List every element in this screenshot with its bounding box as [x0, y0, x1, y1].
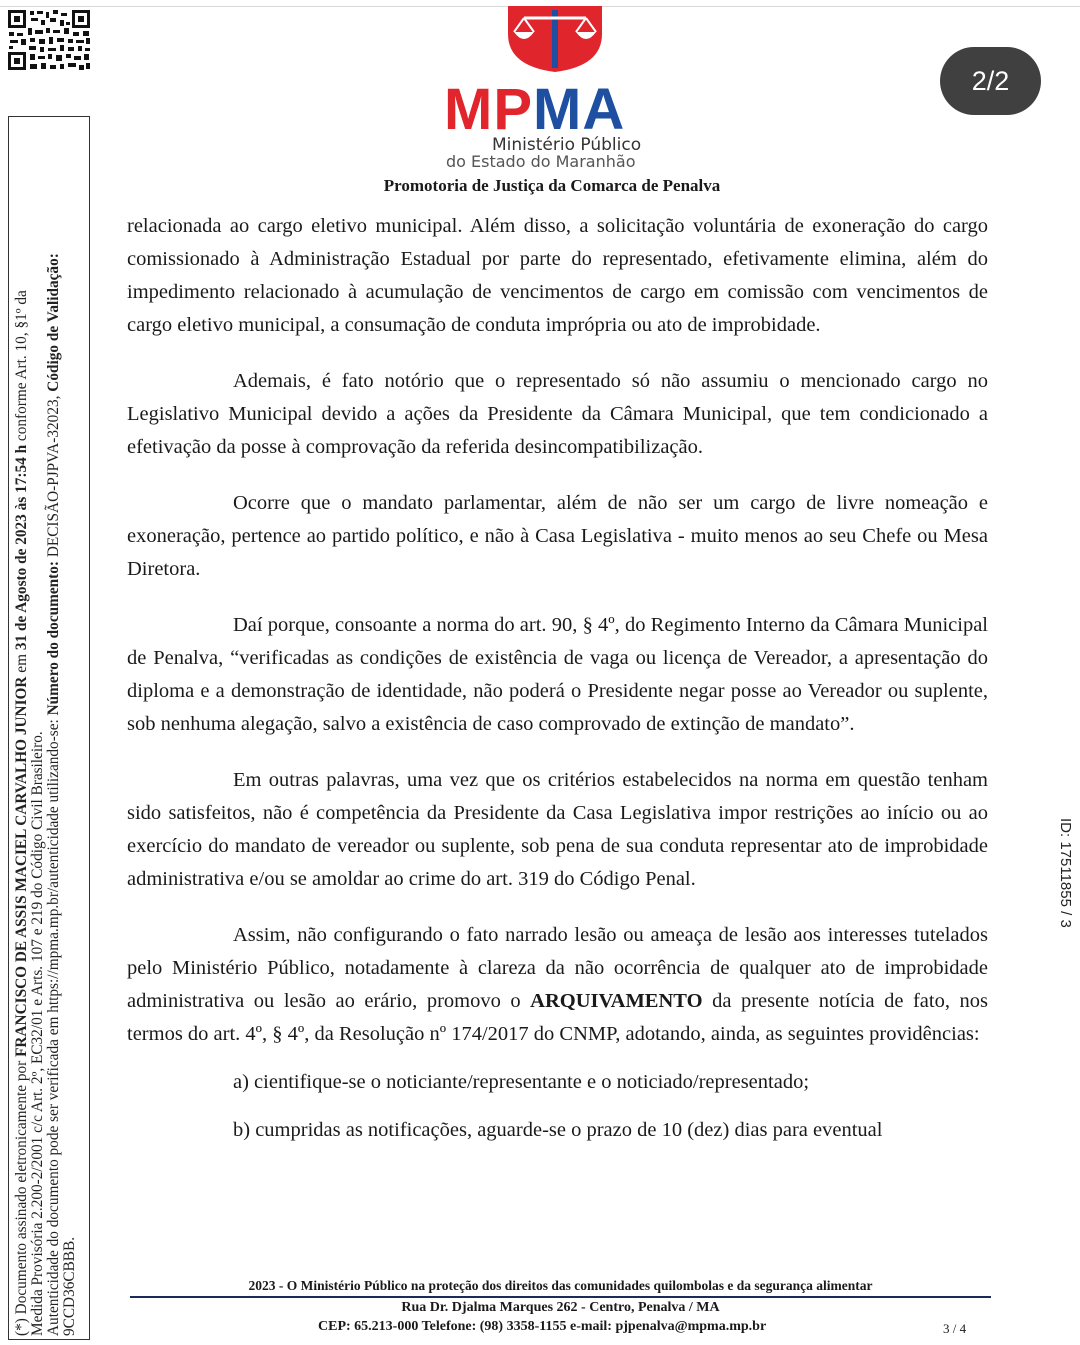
paragraph: relacionada ao cargo eletivo municipal. Além disso, a solicitação voluntária de exoneração do cargo comissionado à Administração Estadual por parte do representado, efetivamente elimina, além do impedimento relacionado à acumulação de vencimentos de cargo em comissão com vencimentos de cargo eletivo municipal, a consumação de conduta imprópria ou ato de improbidade. [127, 215, 988, 336]
paragraph: Ocorre que o mandato parlamentar, além de não ser um cargo de livre nomeação e exoneração, pertence ao partido político, e não à Casa Legislativa - muito menos ao seu Chefe ou Mesa Diretora. [127, 492, 988, 580]
page-number: 3 / 4 [943, 1321, 967, 1336]
logo-wordmark [444, 77, 626, 142]
paragraph: Ademais, é fato notório que o representado só não assumiu o mencionado cargo no Legislativo Municipal devido a ações da Presidente da Câmara Municipal, que tem condicionado a efetivação da posse à comprovação da referida desincompatibilização. [127, 370, 988, 458]
footer-address: Rua Dr. Djalma Marques 262 - Centro, Penalva / MA [401, 1300, 720, 1315]
emphasis-arquivamento: ARQUIVAMENTO [530, 990, 703, 1012]
paragraph: Assim, não configurando o fato narrado lesão ou ameaça de lesão aos interesses tutelados pelo Ministério Público, notadamente à clareza da não ocorrência de qualquer ato de improbidade administrativa ou lesão ao erário, promovo o ARQUIVAMENTO da presente notícia de fato, nos termos do art. 4º, § 4º, da Resolução nº 174/2017 do CNMP, adotando, ainda, as seguintes providências: [127, 924, 988, 1045]
document-body [127, 210, 988, 1147]
logo-line-1: Ministério Público [492, 135, 642, 155]
signature-line-4: 9CCD36CBBB. [61, 1236, 78, 1336]
paragraph: Em outras palavras, uma vez que os critérios estabelecidos na norma em questão tenham sido satisfeitos, não é competência da Presidente da Casa Legislativa impor restrições ao início ou ao exercício do mandato de vereador ou suplente, sob pena de sua conduta representar ato de improbidade administrativa e/ou se amoldar ao crime do art. 319 do Código Penal. [127, 769, 988, 890]
paragraph: Daí porque, consoante a norma do art. 90, § 4º, do Regimento Interno da Câmara Municipal de Penalva, “verificadas as condições de existência de vaga ou licença de Vereador, a apresentação do diploma e a demonstração de identidade, não poderá o Presidente negar posse ao Vereador ou suplente, sob nenhuma alegação, salvo a existência de caso comprovado de extinção de mandato”. [127, 614, 988, 735]
list-item: a) cientifique-se o noticiante/representante e o noticiado/representado; [233, 1071, 810, 1093]
list-item: b) cumpridas as notificações, aguarde-se o prazo de 10 (dez) dias para eventual [233, 1119, 883, 1141]
footer-divider [130, 1296, 991, 1298]
mpma-logo [430, 6, 680, 176]
scales-emblem-icon [500, 6, 610, 76]
logo-mp: MP [444, 77, 533, 142]
page-indicator-badge: 2/2 [940, 47, 1041, 115]
signature-note [14, 126, 78, 1336]
logo-line-2: do Estado do Maranhão [446, 152, 636, 171]
signature-line-3: Autenticidade do documento pode ser verificada em https://mpma.mp.br/autenticidade utilizando-se: Número do documento: DECISÃO-PJPVA-32023, Código de Validação: [45, 253, 62, 1336]
logo-ma: MA [533, 77, 626, 142]
signature-line-1: (*) Documento assinado eletronicamente por FRANCISCO DE ASSIS MACIEL CARVALHO JUNIOR em 31 de Agosto de 2023 às 17:54 h conforme Art. 10, §1º da [13, 290, 30, 1336]
document-id: ID: 17511855 / 3 [1057, 818, 1074, 928]
qr-code [6, 8, 92, 72]
footer-contact: CEP: 65.213-000 Telefone: (98) 3358-1155 e-mail: pjpenalva@mpma.mp.br [318, 1319, 767, 1334]
footer-motto: 2023 - O Ministério Público na proteção dos direitos das comunidades quilombolas e da segurança alimentar [248, 1278, 873, 1293]
office-header: Promotoria de Justiça da Comarca de Penalva [383, 176, 721, 195]
signature-line-2: Medida Provisória 2.200-2/2001 c/c Art. 2º, EC32/01 e Arts. 107 e 219 do Código Civil Brasileiro. [29, 731, 46, 1336]
